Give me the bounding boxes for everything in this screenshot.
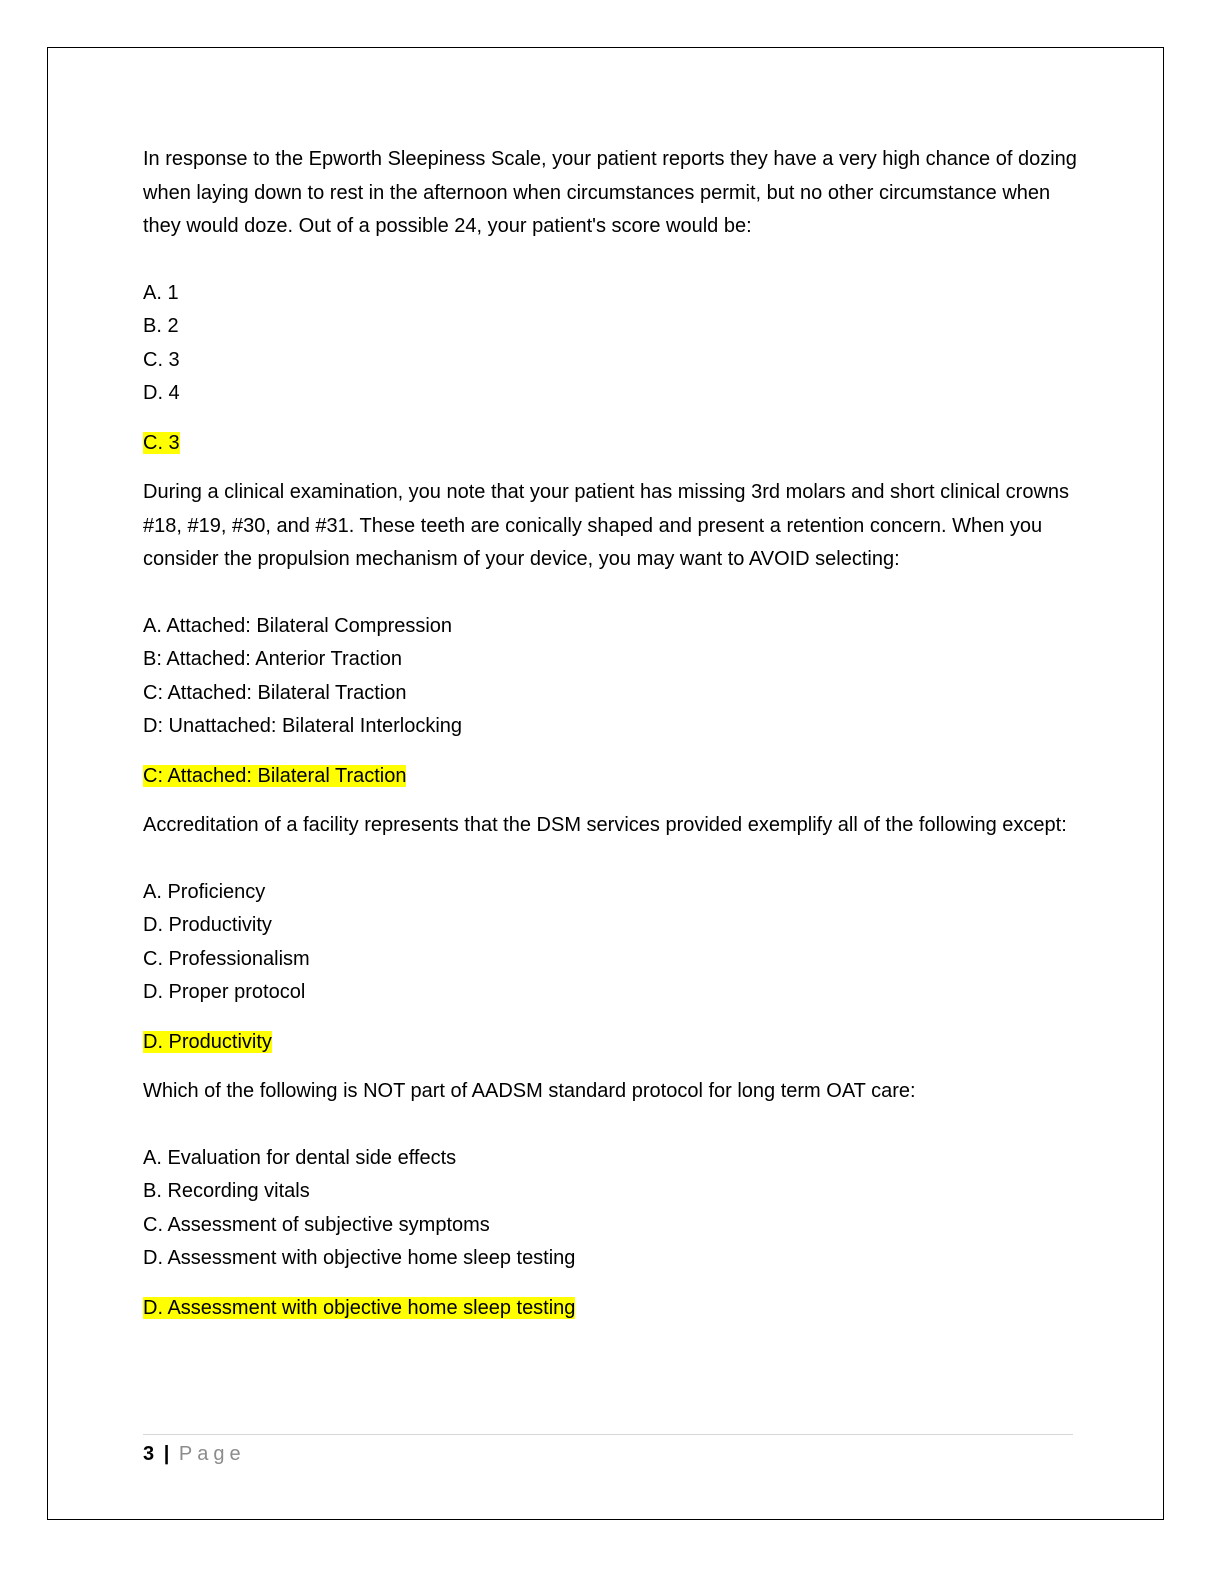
option-item: C. 3: [143, 348, 180, 371]
option-item: D. Assessment with objective home sleep testing: [143, 1247, 576, 1269]
option-item: A. Evaluation for dental side effects: [143, 1146, 457, 1169]
option-item: D. 4: [143, 382, 180, 404]
question-block: [143, 476, 1078, 793]
option-item: A. 1: [143, 281, 179, 304]
question-text: Which of the following is NOT part of AADSM standard protocol for long term OAT care:: [143, 1080, 916, 1102]
question-block: [143, 809, 1078, 1059]
option-list: [143, 876, 1078, 1010]
option-item: D. Productivity: [143, 914, 272, 936]
question-text: In response to the Epworth Sleepiness Scale, your patient reports they have a very high chance of dozing when laying down to rest in the afternoon when circumstances permit, but no other circumstance when they would doze. Out of a possible 24, your patient's score would be:: [143, 148, 1077, 237]
question-text: During a clinical examination, you note that your patient has missing 3rd molars and short clinical crowns #18, #19, #30, and #31. These teeth are conically shaped and present a retention concern. When you consider the propulsion mechanism of your device, you may want to AVOID selecting:: [143, 481, 1070, 570]
option-item: D. Proper protocol: [143, 981, 306, 1003]
highlighted-answer: D. Productivity: [143, 1030, 272, 1053]
answer-line: [143, 760, 1078, 794]
option-list: [143, 1142, 1078, 1276]
question-block: [143, 143, 1078, 460]
page-footer: [143, 1440, 246, 1468]
page-number: 3: [143, 1443, 155, 1465]
option-item: C: Attached: Bilateral Traction: [143, 681, 407, 704]
footer-separator: |: [163, 1443, 170, 1465]
highlighted-answer: C. 3: [143, 431, 180, 454]
option-item: D: Unattached: Bilateral Interlocking: [143, 715, 463, 737]
question-text: Accreditation of a facility represents that the DSM services provided exemplify all of the following except:: [143, 814, 1067, 836]
page-label: Page: [178, 1443, 246, 1465]
option-item: C. Professionalism: [143, 947, 310, 970]
question-block: [143, 1075, 1078, 1325]
footer-divider: [143, 1434, 1073, 1435]
option-list: [143, 610, 1078, 744]
option-item: C. Assessment of subjective symptoms: [143, 1213, 490, 1236]
option-item: B. Recording vitals: [143, 1180, 310, 1202]
answer-line: [143, 1026, 1078, 1060]
highlighted-answer: D. Assessment with objective home sleep testing: [143, 1296, 576, 1319]
option-item: A. Proficiency: [143, 880, 266, 903]
document-body: [143, 143, 1078, 1341]
option-list: [143, 277, 1078, 411]
option-item: B. 2: [143, 315, 179, 337]
highlighted-answer: C: Attached: Bilateral Traction: [143, 764, 407, 787]
answer-line: [143, 1292, 1078, 1326]
answer-line: [143, 427, 1078, 461]
option-item: A. Attached: Bilateral Compression: [143, 614, 453, 637]
option-item: B: Attached: Anterior Traction: [143, 648, 403, 670]
